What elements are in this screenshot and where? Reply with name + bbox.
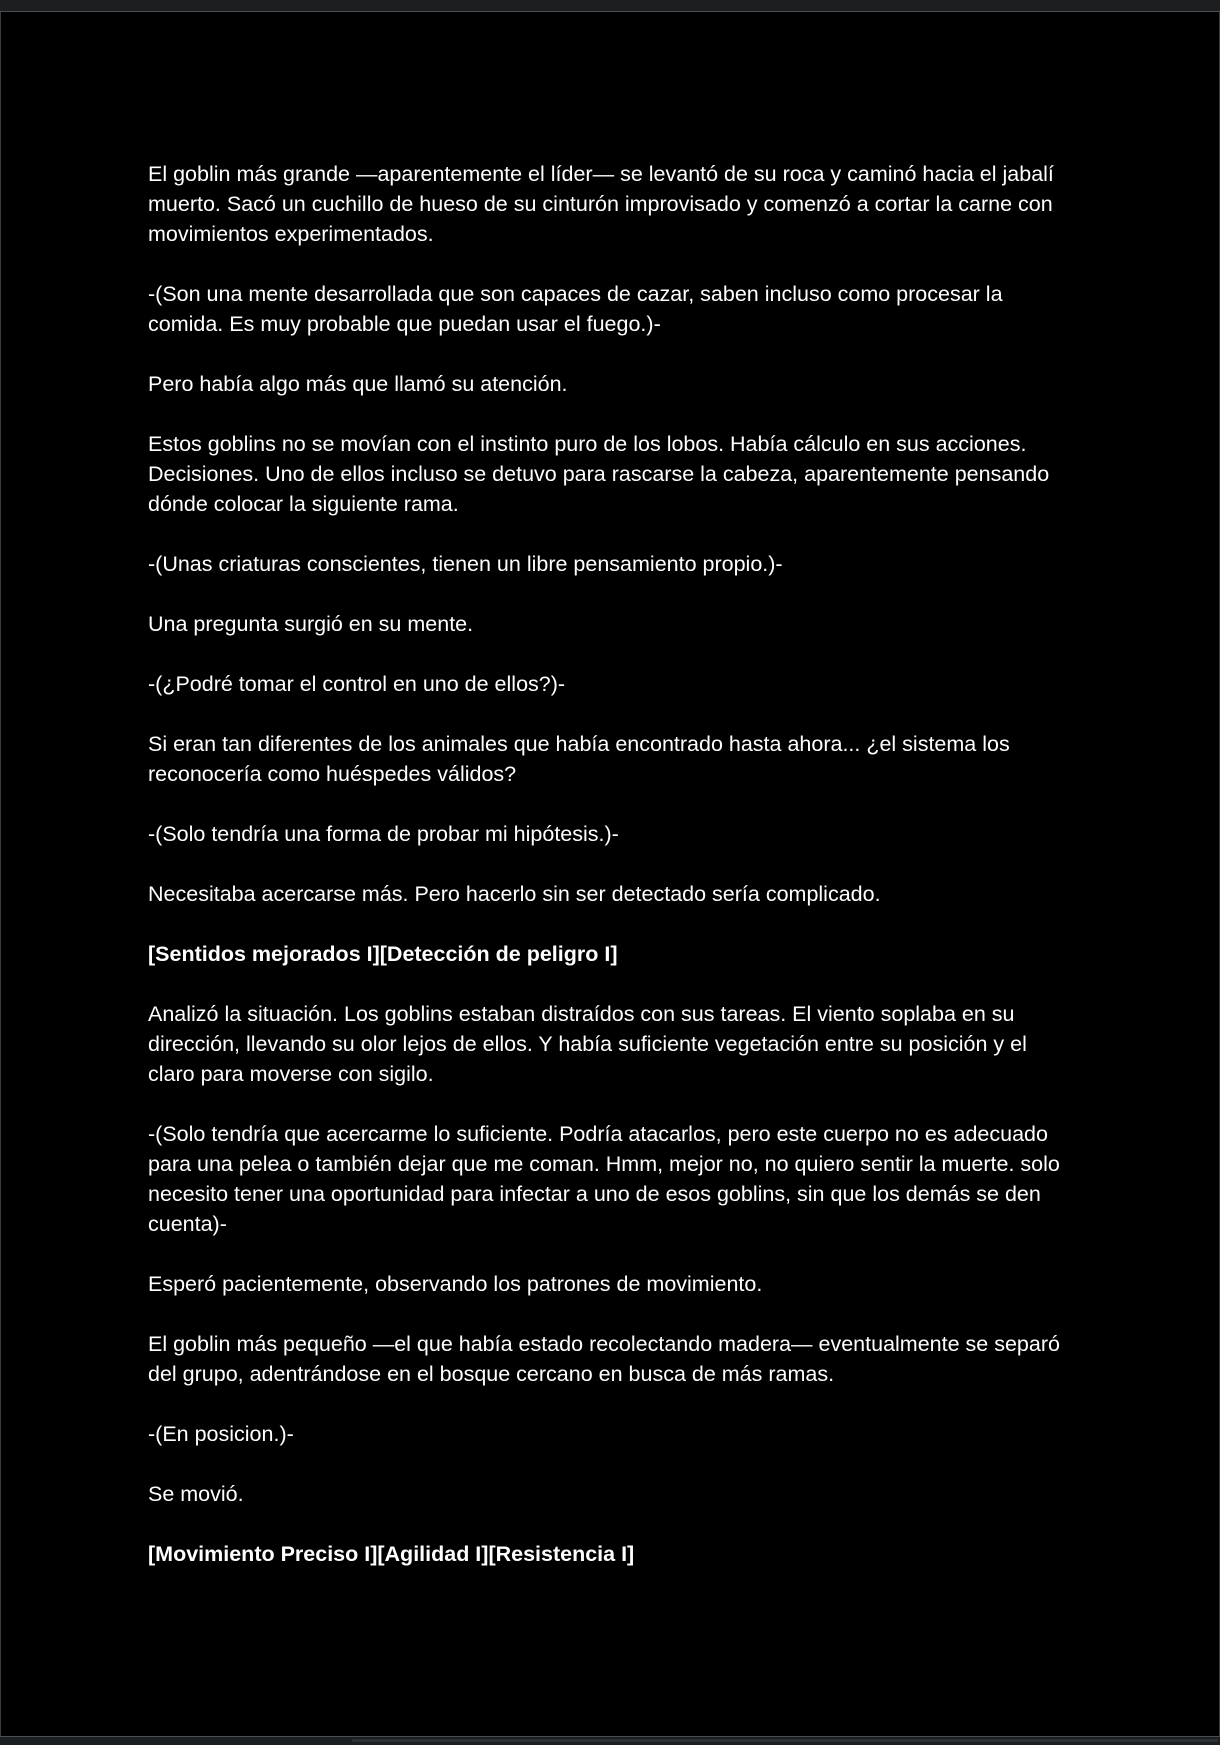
paragraph: Analizó la situación. Los goblins estaban distraídos con sus tareas. El viento soplaba en su dirección, llevando su olor lejos de ellos. Y había suficiente vegetación entre su posición y el claro para moverse con sigilo. [148,1002,1027,1086]
dialogue-paragraph: -(Solo tendría una forma de probar mi hipótesis.)- [148,822,619,846]
dialogue-paragraph: -(En posicion.)- [148,1422,294,1446]
paragraph: Si eran tan diferentes de los animales que había encontrado hasta ahora... ¿el sistema los reconocería como huéspedes válidos? [148,732,1010,786]
paragraph: Esperó pacientemente, observando los patrones de movimiento. [148,1272,763,1296]
dialogue-paragraph: -(Son una mente desarrollada que son capaces de cazar, saben incluso como procesar la comida. Es muy probable que puedan usar el fuego.)- [148,282,1003,336]
paragraph: Pero había algo más que llamó su atención. [148,372,568,396]
window-top-border [0,0,1220,12]
horizontal-scrollbar[interactable] [0,1736,1220,1745]
scrollbar-thumb[interactable] [352,1739,1218,1742]
skill-callout: [Movimiento Preciso I][Agilidad I][Resistencia I] [148,1542,635,1566]
paragraph: Necesitaba acercarse más. Pero hacerlo sin ser detectado sería complicado. [148,882,881,906]
dialogue-paragraph: -(Unas criaturas conscientes, tienen un libre pensamiento propio.)- [148,552,783,576]
dialogue-paragraph: -(Solo tendría que acercarme lo suficiente. Podría atacarlos, pero este cuerpo no es adecuado para una pelea o también dejar que me coman. Hmm, mejor no, no quiero sentir la muerte. solo necesito tener una oportunidad para infectar a uno de esos goblins, sin que los demás se den cuenta)- [148,1122,1060,1236]
paragraph: Se movió. [148,1482,244,1506]
document-page [0,12,1220,1736]
paragraph: El goblin más grande —aparentemente el líder— se levantó de su roca y caminó hacia el jabalí muerto. Sacó un cuchillo de hueso de su cinturón improvisado y comenzó a cortar la carne con movimientos experimentados. [148,162,1054,246]
document-body [148,159,1078,1599]
skill-callout: [Sentidos mejorados I][Detección de peligro I] [148,942,618,966]
dialogue-paragraph: -(¿Podré tomar el control en uno de ellos?)- [148,672,566,696]
paragraph: Estos goblins no se movían con el instinto puro de los lobos. Había cálculo en sus acciones. Decisiones. Uno de ellos incluso se detuvo para rascarse la cabeza, aparentemente pensando dónde colocar la siguiente rama. [148,432,1050,516]
paragraph: Una pregunta surgió en su mente. [148,612,474,636]
paragraph: El goblin más pequeño —el que había estado recolectando madera— eventualmente se separó del grupo, adentrándose en el bosque cercano en busca de más ramas. [148,1332,1060,1386]
